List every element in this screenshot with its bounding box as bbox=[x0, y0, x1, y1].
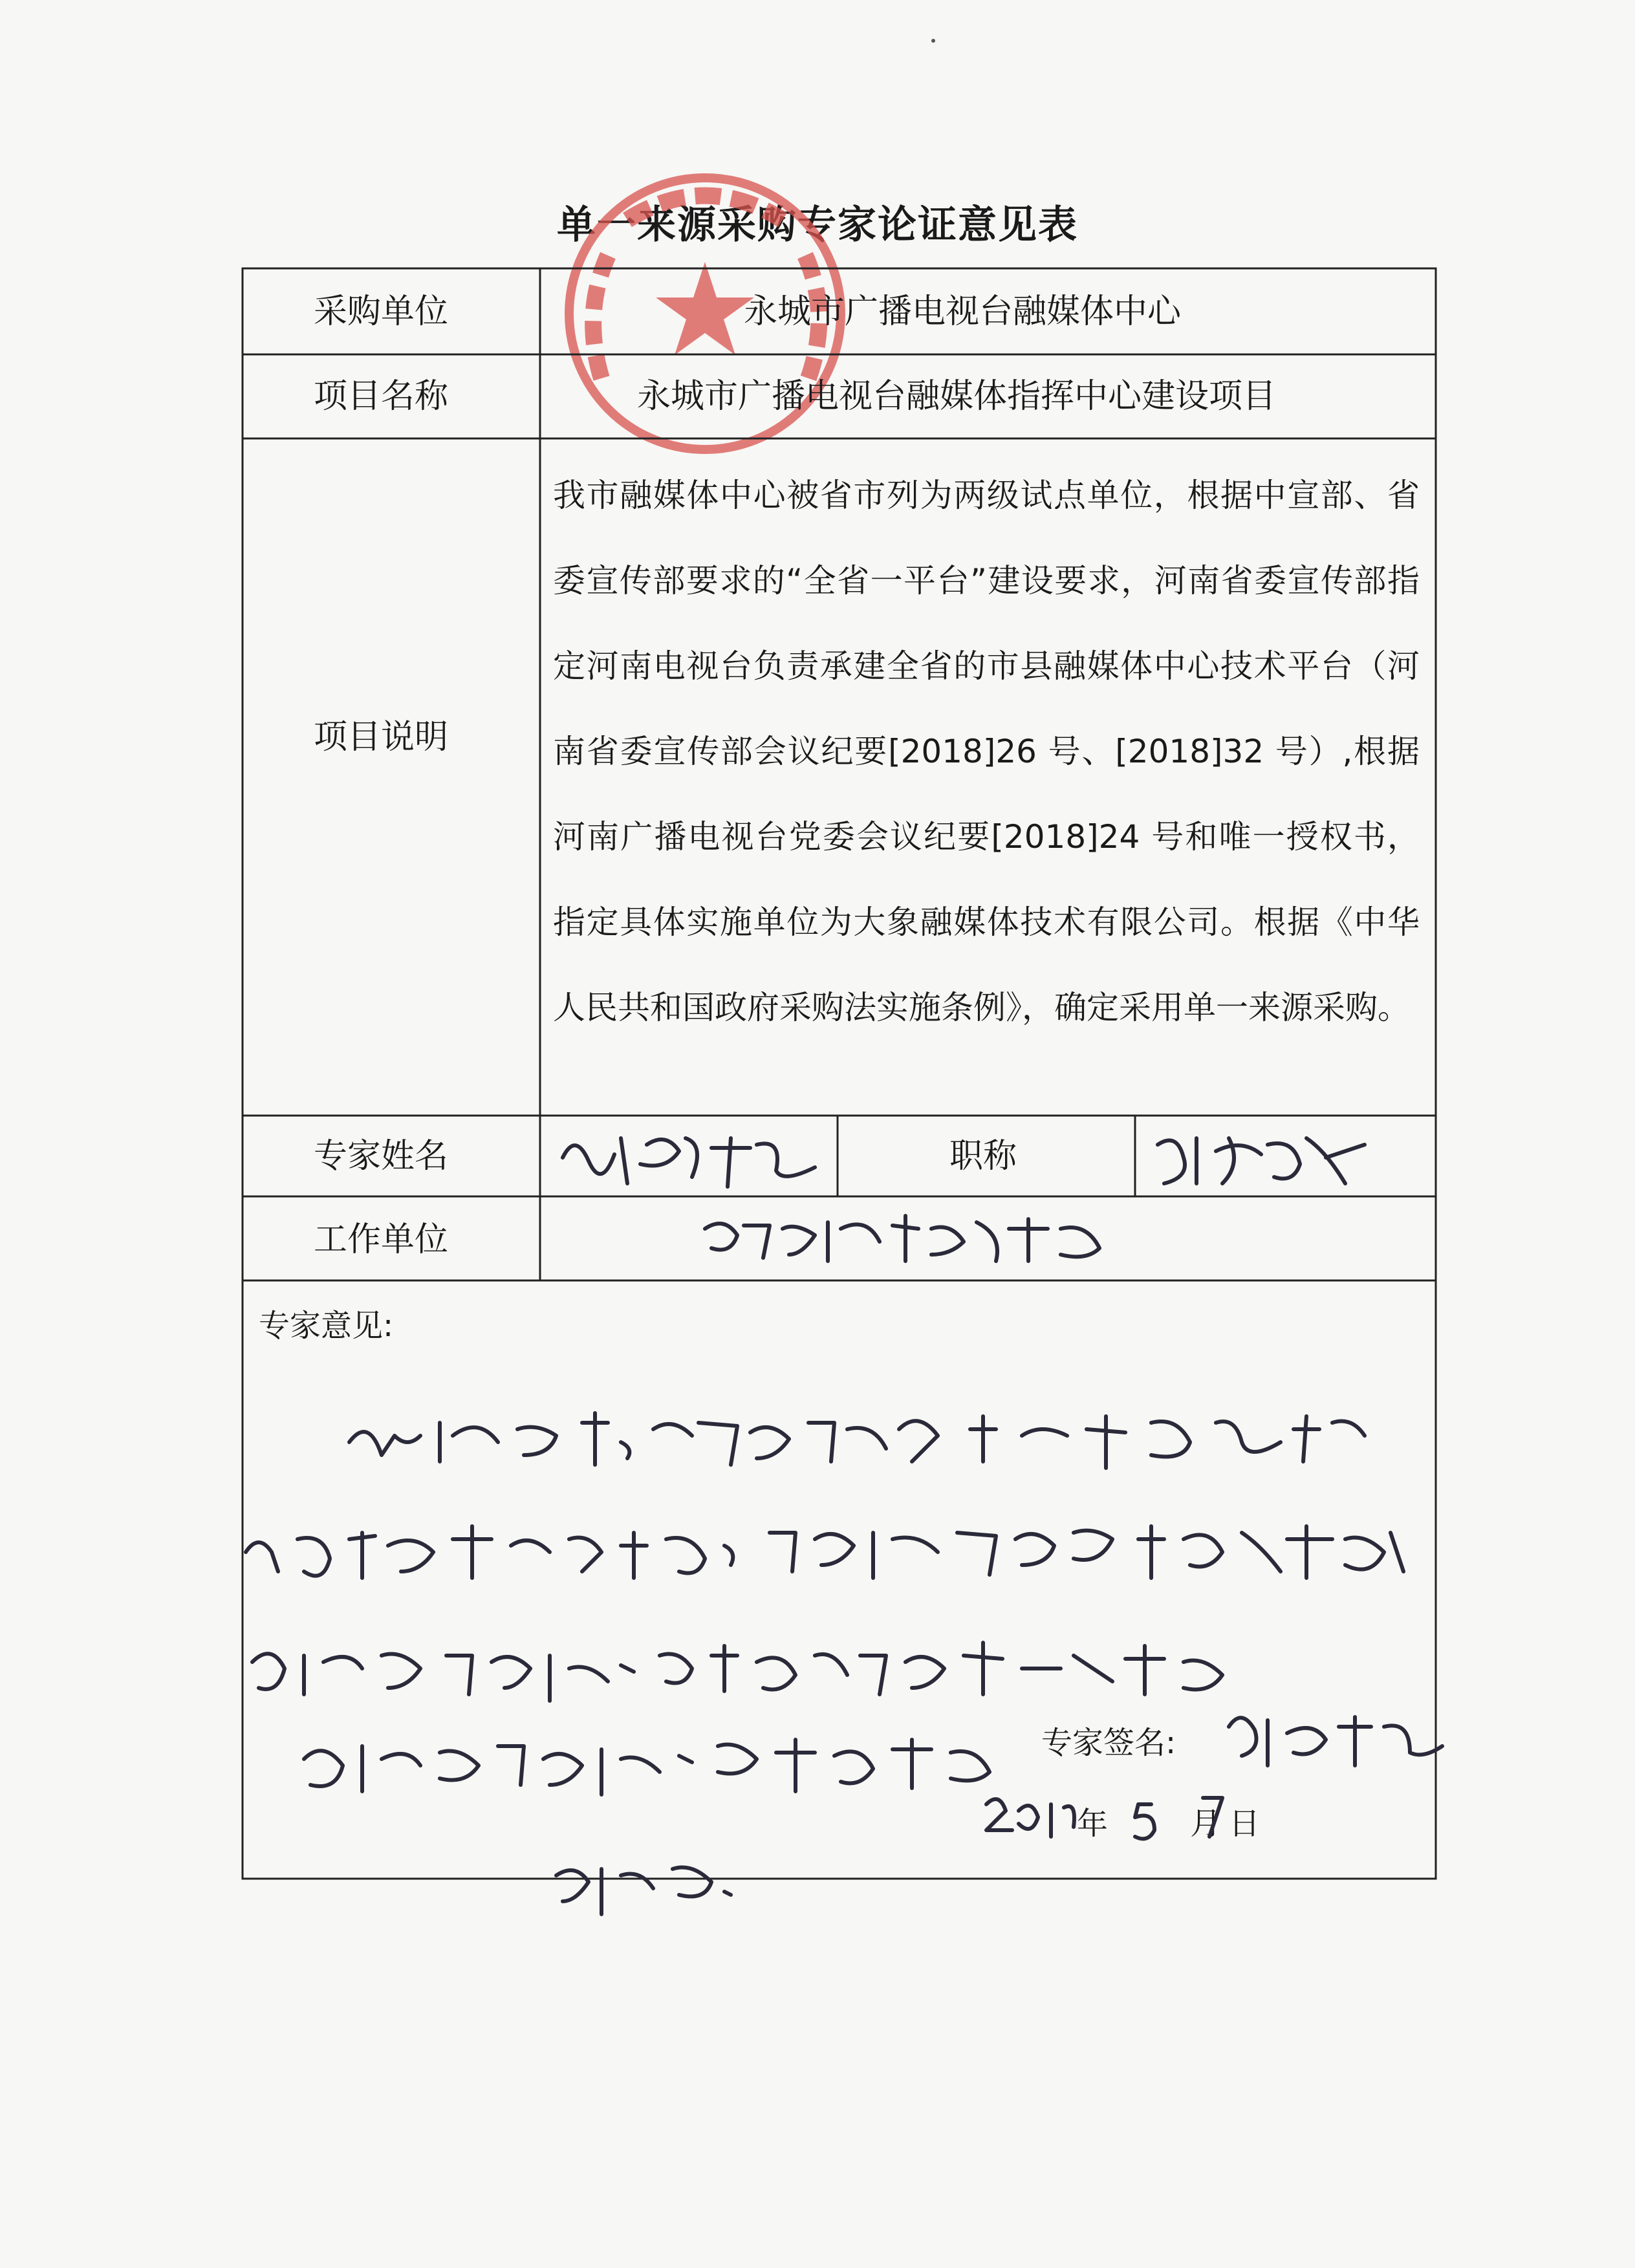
opinion-label: 专家意见: bbox=[259, 1308, 394, 1344]
date-month-label: 月 bbox=[1190, 1806, 1222, 1842]
project-name-label: 项目名称 bbox=[314, 377, 449, 416]
date-day-label: 日 bbox=[1229, 1806, 1261, 1842]
purchaser-label: 采购单位 bbox=[314, 292, 449, 331]
workplace-label: 工作单位 bbox=[314, 1220, 449, 1259]
title-label: 职称 bbox=[949, 1137, 1017, 1176]
date-year-label: 年 bbox=[1077, 1806, 1109, 1842]
scan-speck bbox=[931, 39, 935, 43]
purchaser-value: 永城市广播电视台融媒体中心 bbox=[744, 292, 1182, 331]
expert-name-label: 专家姓名 bbox=[314, 1137, 449, 1176]
project-desc-text: 我市融媒体中心被省市列为两级试点单位，根据中宣部、省委宣传部要求的“全省一平台”建设要求，河南省委宣传部指定河南电视台负责承建全省的市县融媒体中心技术平台（河南省委宣传部会议纪要[2018]26 号、[2018]32 号）,根据河南广播电视台党委会议纪要[2018]24 号和唯一授权书，指定具体实施单位为大象融媒体技术有限公司。根据《中华人民共和国政府采购法实施条例》，确定采用单一来源采购。 bbox=[553, 477, 1420, 1026]
project-desc-label: 项目说明 bbox=[314, 718, 449, 757]
project-name-value: 永城市广播电视台融媒体指挥中心建设项目 bbox=[637, 377, 1277, 416]
signature-label: 专家签名: bbox=[1041, 1725, 1176, 1761]
page-title: 单一来源采购专家论证意见表 bbox=[557, 202, 1078, 248]
